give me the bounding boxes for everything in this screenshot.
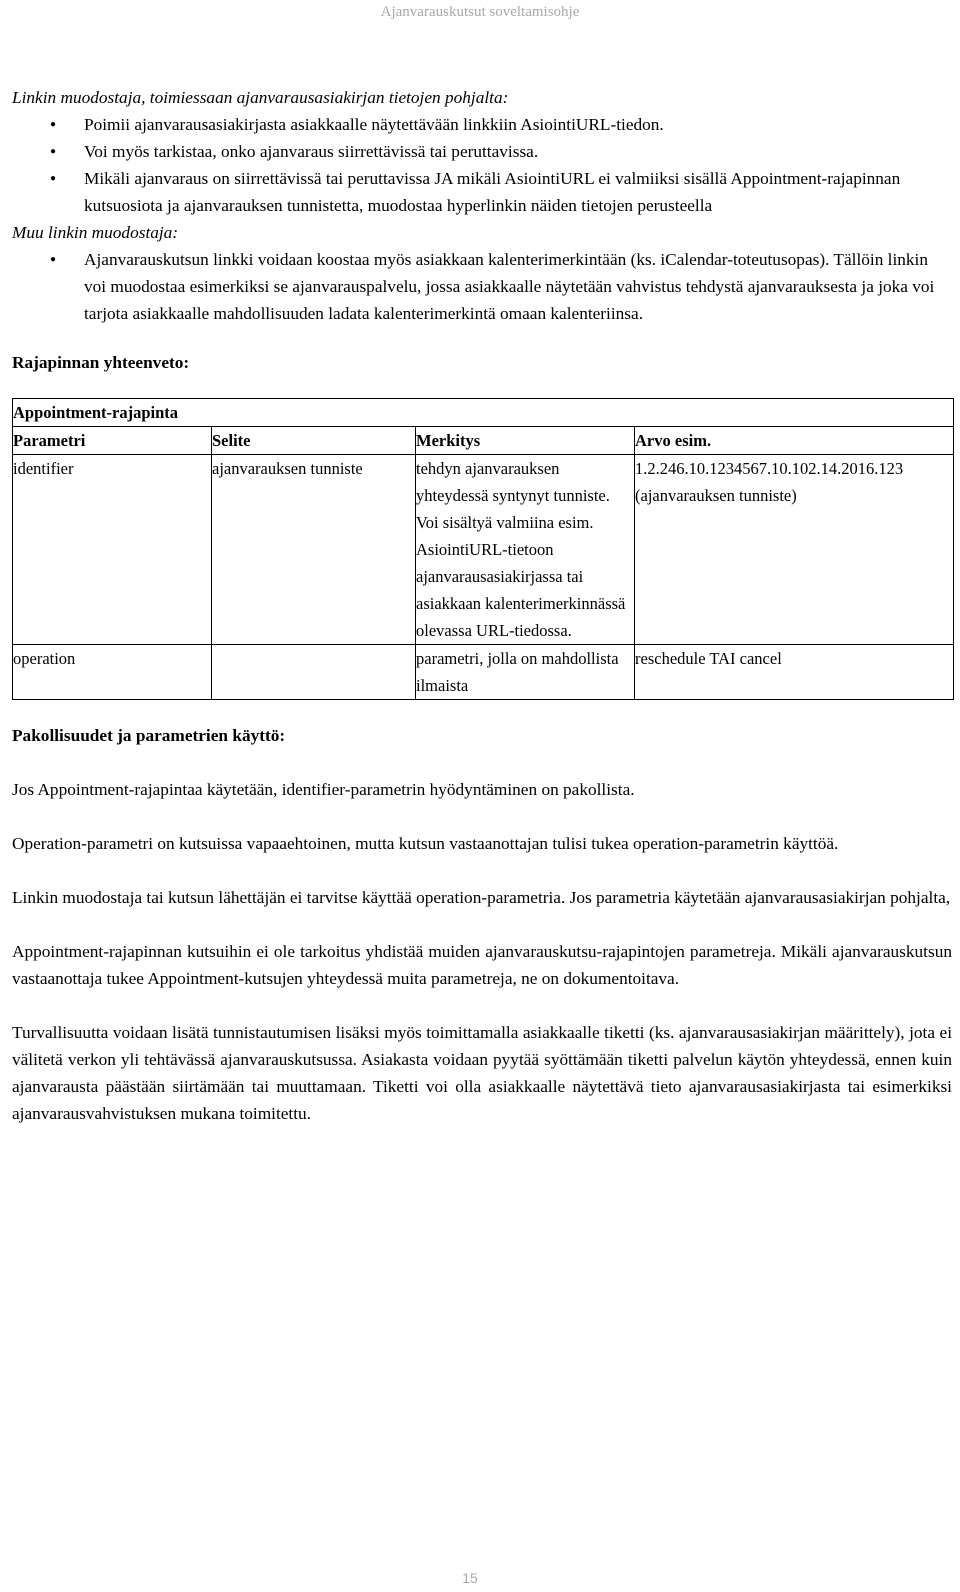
other-linker-intro: Muu linkin muodostaja: xyxy=(12,223,179,242)
table-cell: ajanvarauksen tunniste xyxy=(212,455,416,645)
column-header: Selite xyxy=(212,427,416,455)
table-row xyxy=(13,645,954,700)
list-item: ● Voi myös tarkistaa, onko ajanvaraus siirrettävissä tai peruttavissa. xyxy=(12,138,952,165)
column-header: Parametri xyxy=(13,427,212,455)
table-cell: tehdyn ajanvarauksen yhteydessä syntynyt tunniste. Voi sisältyä valmiina esim. AsiointiURL-tietoon ajanvarausasiakirjassa tai asiakkaan kalenterimerkinnässä olevassa URL-tiedossa. xyxy=(416,455,635,645)
list-item: ● Poimii ajanvarausasiakirjasta asiakkaalle näytettävään linkkiin AsiointiURL-tiedon. xyxy=(12,111,952,138)
table-header-row xyxy=(13,427,954,455)
list-item: ● Mikäli ajanvaraus on siirrettävissä tai peruttavissa JA mikäli AsiointiURL ei valmiiksi sisällä Appointment-rajapinnan kutsuosiota ja ajanvarauksen tunnistetta, muodostaa hyperlinkin näiden tietojen perusteella xyxy=(12,165,952,219)
table-cell: operation xyxy=(13,645,212,700)
mandatory-heading: Pakollisuudet ja parametrien käyttö: xyxy=(12,726,286,745)
column-header: Merkitys xyxy=(416,427,635,455)
paragraph: Turvallisuutta voidaan lisätä tunnistautumisen lisäksi myös toimittamalla asiakkaalle tiketti (ks. ajanvarausasiakirjan määrittely), jota ei välitetä verkon yli tehtävässä ajanvarauskutsussa. Asiakasta voidaan pyytää syöttämään tiketti palvelun käytön yhteydessä, ennen kuin ajanvarausta päästään siirtämään tai muuttamaan. Tiketti voi olla asiakkaalle näytettävä tieto ajanvarausasiakirjasta tai esimerkiksi ajanvarausvahvistuksen mukana toimitettu. xyxy=(12,1023,952,1123)
document-body xyxy=(12,84,952,1127)
table-row xyxy=(13,455,954,645)
paragraph: Jos Appointment-rajapintaa käytetään, identifier-parametrin hyödyntäminen on pakollista. xyxy=(12,780,635,799)
table-cell: reschedule TAI cancel xyxy=(635,645,954,700)
table-cell xyxy=(212,645,416,700)
paragraph: Appointment-rajapinnan kutsuihin ei ole tarkoitus yhdistää muiden ajanvarauskutsu-rajapintojen parametreja. Mikäli ajanvarauskutsun vastaanottaja tukee Appointment-kutsujen yhteydessä muita parametreja, ne on dokumentoitava. xyxy=(12,942,952,988)
table-cell: identifier xyxy=(13,455,212,645)
table-title: Appointment-rajapinta xyxy=(13,399,954,427)
list-item: ● Ajanvarauskutsun linkki voidaan koostaa myös asiakkaan kalenterimerkintään (ks. iCalendar-toteutusopas). Tällöin linkin voi muodostaa esimerkiksi se ajanvarauspalvelu, jossa asiakkaalle näytetään vahvistus tehdystä ajanvarauksesta ja joka voi tarjota asiakkaalle mahdollisuuden ladata kalenterimerkintä omaan kalenteriinsa. xyxy=(12,246,952,327)
running-header: Ajanvarauskutsut soveltamisohje xyxy=(380,4,580,20)
paragraph: Operation-parametri on kutsuissa vapaaehtoinen, mutta kutsun vastaanottajan tulisi tukea operation-parametrin käyttöä. xyxy=(12,834,839,853)
summary-heading: Rajapinnan yhteenveto: xyxy=(12,353,190,372)
parameter-table xyxy=(12,398,954,700)
table-cell: parametri, jolla on mahdollista ilmaista xyxy=(416,645,635,700)
paragraph: Linkin muodostaja tai kutsun lähettäjän ei tarvitse käyttää operation-parametria. Jos parametria käytetään ajanvarausasiakirjan pohjalta, xyxy=(12,888,951,907)
table-cell: 1.2.246.10.1234567.10.102.14.2016.123 (ajanvarauksen tunniste) xyxy=(635,455,954,645)
column-header: Arvo esim. xyxy=(635,427,954,455)
other-linker-bullet-list xyxy=(12,246,952,327)
linker-intro: Linkin muodostaja, toimiessaan ajanvarausasiakirjan tietojen pohjalta: xyxy=(12,88,509,107)
page-number: 15 xyxy=(462,1570,478,1586)
linker-bullet-list xyxy=(12,111,952,219)
